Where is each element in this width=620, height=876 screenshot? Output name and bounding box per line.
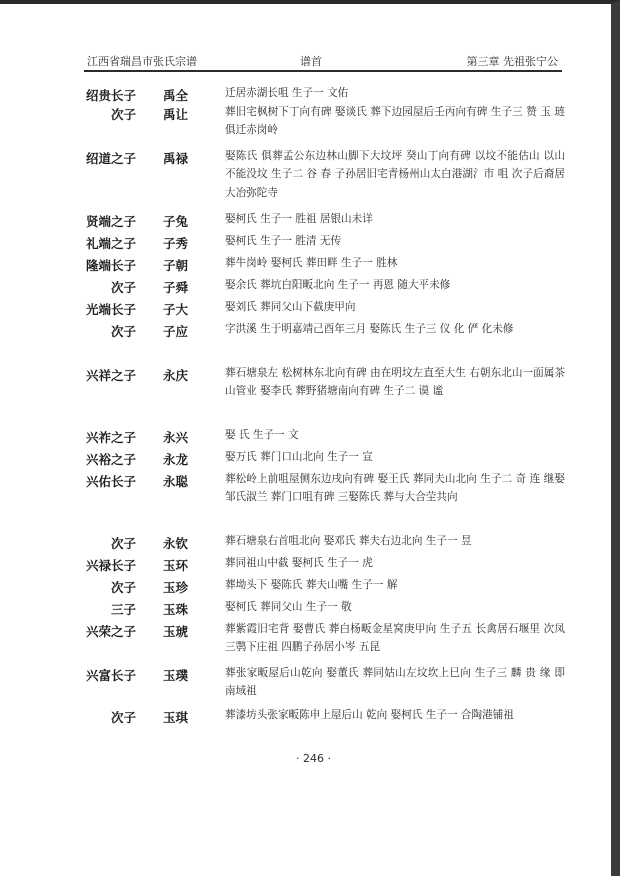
entry-name: 永兴 [163,430,189,445]
entry-name: 玉珍 [163,580,189,595]
entry-name: 玉环 [163,558,189,573]
entry-name: 禹让 [163,107,189,122]
entry-note: 葬漆坊头张家畈陈申上屋后山 乾向 娶柯氏 生子一 合陶港铺祖 [225,709,514,721]
entry-relation: 次子 [110,580,136,595]
entry-note: 娶柯氏 生子一 胜清 无传 [225,235,342,247]
entry-relation: 隆端长子 [85,258,136,273]
entry-relation: 次子 [110,324,136,339]
entry-note: 葬紫霞旧宅背 娶曹氏 葬白杨畈金星窝庚甲向 生子五 长禽居石堰里 次凤 三鹗下庄祖 四鹏子孙居小岑 五昆 [225,623,565,654]
entry-note: 葬张家畈屋后山乾向 娶董氏 葬同姑山左坟坎上巳向 生子三 麟 贵 缘 即南域祖 [225,667,565,698]
entry-relation: 兴祥之子 [85,368,136,383]
entry-name: 玉琥 [163,624,189,639]
header-chapter: 第三章 先祖张宁公 [466,55,558,68]
entry-relation: 三子 [110,602,136,617]
entry-name: 禹全 [163,88,189,103]
entry-name: 永钦 [163,536,189,551]
entry-note: 葬坳头下 娶陈氏 葬夫山嘴 生子一 解 [225,579,398,591]
entry-relation: 兴富长子 [85,668,136,683]
entry-relation: 次子 [110,710,136,725]
entry-name: 永庆 [163,368,189,383]
entry-relation: 贤端之子 [85,214,136,229]
entry-name: 玉璞 [163,668,189,683]
entry-relation: 兴佑长子 [85,474,136,489]
entry-name: 永龙 [163,452,189,467]
entry-name: 子舜 [163,280,189,295]
entry-relation: 次子 [110,536,136,551]
entry-relation: 绍道之子 [85,151,136,166]
entry-note: 娶万氏 葬门口山北向 生子一 宣 [225,451,373,463]
entry-relation: 兴裕之子 [85,452,136,467]
entry-name: 玉珠 [163,602,189,617]
entry-note: 葬牛岗岭 娶柯氏 葬田畔 生子一 胜林 [225,257,398,269]
entry-name: 玉琪 [163,710,189,725]
page-number: · 246 · [296,752,331,765]
entry-name: 永聪 [163,474,189,489]
entry-note: 葬石塘泉右首咀北向 娶邓氏 葬夫右边北向 生子一 昱 [225,535,472,547]
header-rule [84,70,562,72]
entry-note: 葬旧宅枫树下丁向有碑 娶谈氏 葬下边园屋后壬丙向有碑 生子三 赞 玉 琏 俱迁赤岗岭 [225,106,565,137]
entry-relation: 光端长子 [85,302,136,317]
entry-name: 子应 [163,324,189,339]
entry-name: 子秀 [163,236,189,251]
entry-relation: 兴荣之子 [85,624,136,639]
entry-name: 禹禄 [163,151,189,166]
entry-relation: 兴祚之子 [85,430,136,445]
entry-note: 葬松岭上前咀屋侧东边戌向有碑 娶王氏 葬同夫山北向 生子二 奇 连 继娶邹氏淑兰 葬门口咀有碑 三娶陈氏 葬与大合茔共向 [225,473,565,504]
entry-note: 迁居赤湖长咀 生子一 文佑 [225,87,349,99]
entry-note: 娶余氏 葬坑白阳畈北向 生子一 再恩 随大平未修 [225,279,451,291]
header-book-title: 江西省瑞昌市张氏宗谱 [87,55,197,68]
entry-note: 葬同祖山中截 娶柯氏 生子一 虎 [225,557,373,569]
entry-relation: 绍贵长子 [85,88,136,103]
entry-note: 娶刘氏 葬同父山下截庚甲向 [225,301,356,313]
entry-name: 子兔 [163,214,189,229]
entry-name: 子朝 [163,258,189,273]
entry-note: 葬石塘泉左 松树林东北向有碑 由在明坟左直至大生 右朝东北山一面属茶山管业 娶李氏 葬野猪塘南向有碑 生子二 谟 谧 [225,367,565,398]
entry-relation: 次子 [110,280,136,295]
entry-name: 子大 [163,302,189,317]
entry-note: 娶柯氏 生子一 胜祖 居银山未详 [225,213,373,225]
entry-note: 娶柯氏 葬同父山 生子一 敬 [225,601,352,613]
entry-relation: 次子 [110,107,136,122]
entry-note: 字洪溪 生于明嘉靖己酉年三月 娶陈氏 生子三 仪 化 俨 化未修 [225,323,514,335]
entry-relation: 礼端之子 [85,236,136,251]
entry-relation: 兴禄长子 [85,558,136,573]
entry-note: 娶陈氏 俱葬孟公东边林山脚下大坟坪 癸山丁向有碑 以坟不能估山 以山不能没坟 生子二 谷 春 子孙居旧宅青杨州山太白港湖氵巿 咀 次子后裔居大冶弥陀寺 [225,150,565,199]
header-section: 谱首 [300,55,322,68]
entry-note: 娶 氏 生子一 文 [225,429,299,441]
